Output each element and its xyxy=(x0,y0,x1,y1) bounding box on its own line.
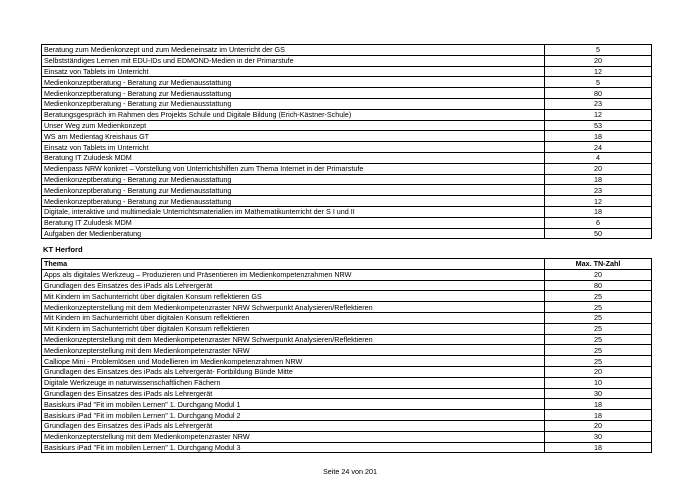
table-row xyxy=(42,185,652,196)
cell-thema: Grundlagen des Einsatzes des iPads als Lehrergerät xyxy=(42,280,545,291)
cell-max-tn: 18 xyxy=(545,206,652,217)
cell-thema: Calliope Mini - Problemlösen und Modellieren im Medienkompetenzrahmen NRW xyxy=(42,356,545,367)
table-row xyxy=(42,431,652,442)
cell-thema: Medienkonzeptberatung - Beratung zur Medienausstattung xyxy=(42,88,545,99)
table-row xyxy=(42,388,652,399)
table-row xyxy=(42,152,652,163)
table-row xyxy=(42,217,652,228)
cell-max-tn: 10 xyxy=(545,377,652,388)
cell-thema: Digitale Werkzeuge in naturwissenschaftlichen Fächern xyxy=(42,377,545,388)
cell-thema: Mit Kindern im Sachunterricht über digitalen Konsum reflektieren GS xyxy=(42,291,545,302)
cell-thema: Medienkonzepterstellung mit dem Medienkompetenzraster NRW Schwerpunkt Analysieren/Reflektieren xyxy=(42,334,545,345)
cell-thema: Medienkonzepterstellung mit dem Medienkompetenzraster NRW Schwerpunkt Analysieren/Reflektieren xyxy=(42,302,545,313)
cell-max-tn: 25 xyxy=(545,291,652,302)
table-row xyxy=(42,142,652,153)
table-row xyxy=(42,109,652,120)
table-row xyxy=(42,334,652,345)
cell-thema: Medienkonzeptberatung - Beratung zur Medienausstattung xyxy=(42,174,545,185)
table-row xyxy=(42,345,652,356)
table-row xyxy=(42,66,652,77)
cell-max-tn: 25 xyxy=(545,312,652,323)
table-row xyxy=(42,377,652,388)
cell-max-tn: 30 xyxy=(545,431,652,442)
cell-max-tn: 18 xyxy=(545,399,652,410)
table-row xyxy=(42,366,652,377)
cell-thema: Beratung zum Medienkonzept und zum Medieneinsatz im Unterricht der GS xyxy=(42,45,545,56)
cell-max-tn: 53 xyxy=(545,120,652,131)
cell-max-tn: 18 xyxy=(545,131,652,142)
table-row xyxy=(42,410,652,421)
table-row xyxy=(42,442,652,453)
cell-max-tn: 24 xyxy=(545,142,652,153)
table-row xyxy=(42,45,652,56)
table-row xyxy=(42,291,652,302)
cell-thema: Mit Kindern im Sachunterricht über digitalen Konsum reflektieren xyxy=(42,312,545,323)
cell-thema: Apps als digitales Werkzeug – Produzieren und Präsentieren im Medienkompetenzrahmen NRW xyxy=(42,269,545,280)
table-row xyxy=(42,228,652,239)
table-row xyxy=(42,98,652,109)
cell-max-tn: 12 xyxy=(545,196,652,207)
column-header-max-tn: Max. TN-Zahl xyxy=(545,259,652,270)
cell-thema: Medienkonzeptberatung - Beratung zur Medienausstattung xyxy=(42,196,545,207)
cell-thema: Einsatz von Tablets im Unterricht xyxy=(42,142,545,153)
cell-max-tn: 23 xyxy=(545,98,652,109)
cell-thema: Einsatz von Tablets im Unterricht xyxy=(42,66,545,77)
cell-thema: WS am Medientag Kreishaus GT xyxy=(42,131,545,142)
cell-max-tn: 18 xyxy=(545,410,652,421)
table-row xyxy=(42,399,652,410)
cell-thema: Unser Weg zum Medienkonzept xyxy=(42,120,545,131)
table-row xyxy=(42,312,652,323)
cell-max-tn: 20 xyxy=(545,420,652,431)
cell-max-tn: 50 xyxy=(545,228,652,239)
cell-thema: Basiskurs iPad "Fit im mobilen Lernen" 1. Durchgang Modul 1 xyxy=(42,399,545,410)
cell-max-tn: 25 xyxy=(545,323,652,334)
cell-thema: Medienpass NRW konkret – Vorstellung von Unterrichtshilfen zum Thema Internet in der Primarstufe xyxy=(42,163,545,174)
cell-thema: Medienkonzeptberatung - Beratung zur Medienausstattung xyxy=(42,185,545,196)
cell-max-tn: 5 xyxy=(545,77,652,88)
cell-max-tn: 80 xyxy=(545,280,652,291)
cell-thema: Grundlagen des Einsatzes des iPads als Lehrergerät xyxy=(42,420,545,431)
cell-thema: Medienkonzepterstellung mit dem Medienkompetenzraster NRW xyxy=(42,431,545,442)
cell-max-tn: 25 xyxy=(545,345,652,356)
table-header-row xyxy=(42,259,652,270)
table-row xyxy=(42,131,652,142)
cell-thema: Mit Kindern im Sachunterricht über digitalen Konsum reflektieren xyxy=(42,323,545,334)
cell-thema: Beratung IT Zuludesk MDM xyxy=(42,217,545,228)
cell-thema: Beratungsgespräch im Rahmen des Projekts Schule und Digitale Bildung (Erich-Kästner-Schule) xyxy=(42,109,545,120)
cell-max-tn: 25 xyxy=(545,356,652,367)
table-row xyxy=(42,196,652,207)
courses-table-kt-herford xyxy=(41,258,652,453)
cell-thema: Medienkonzeptberatung - Beratung zur Medienausstattung xyxy=(42,98,545,109)
cell-max-tn: 18 xyxy=(545,442,652,453)
table-row xyxy=(42,163,652,174)
cell-max-tn: 12 xyxy=(545,66,652,77)
cell-max-tn: 20 xyxy=(545,55,652,66)
cell-thema: Basiskurs iPad "Fit im mobilen Lernen" 1. Durchgang Modul 3 xyxy=(42,442,545,453)
table-row xyxy=(42,356,652,367)
cell-thema: Selbstständiges Lernen mit EDU-IDs und EDMOND-Medien in der Primarstufe xyxy=(42,55,545,66)
table-row xyxy=(42,77,652,88)
table-row xyxy=(42,206,652,217)
table-row xyxy=(42,269,652,280)
cell-thema: Grundlagen des Einsatzes des iPads als Lehrergerät- Fortbildung Bünde Mitte xyxy=(42,366,545,377)
cell-thema: Grundlagen des Einsatzes des iPads als Lehrergerät xyxy=(42,388,545,399)
cell-max-tn: 25 xyxy=(545,334,652,345)
cell-max-tn: 6 xyxy=(545,217,652,228)
section-title: KT Herford xyxy=(43,245,83,254)
cell-thema: Digitale, interaktive und multimediale Unterrichtsmaterialien im Mathematikunterricht der S I und II xyxy=(42,206,545,217)
cell-thema: Basiskurs iPad "Fit im mobilen Lernen" 1. Durchgang Modul 2 xyxy=(42,410,545,421)
cell-max-tn: 23 xyxy=(545,185,652,196)
table-row xyxy=(42,302,652,313)
cell-thema: Medienkonzeptberatung - Beratung zur Medienausstattung xyxy=(42,77,545,88)
table-row xyxy=(42,420,652,431)
column-header-thema: Thema xyxy=(42,259,545,270)
table-row xyxy=(42,174,652,185)
table-row xyxy=(42,280,652,291)
cell-max-tn: 30 xyxy=(545,388,652,399)
courses-table-previous-section xyxy=(41,44,652,239)
cell-max-tn: 20 xyxy=(545,366,652,377)
cell-thema: Beratung IT Zuludesk MDM xyxy=(42,152,545,163)
cell-max-tn: 18 xyxy=(545,174,652,185)
table-row xyxy=(42,120,652,131)
table-row xyxy=(42,323,652,334)
cell-max-tn: 5 xyxy=(545,45,652,56)
cell-max-tn: 80 xyxy=(545,88,652,99)
cell-max-tn: 20 xyxy=(545,269,652,280)
table-row xyxy=(42,55,652,66)
table-row xyxy=(42,88,652,99)
cell-max-tn: 4 xyxy=(545,152,652,163)
cell-max-tn: 20 xyxy=(545,163,652,174)
cell-thema: Medienkonzepterstellung mit dem Medienkompetenzraster NRW xyxy=(42,345,545,356)
cell-max-tn: 12 xyxy=(545,109,652,120)
cell-max-tn: 25 xyxy=(545,302,652,313)
page-number: Seite 24 von 201 xyxy=(323,467,377,476)
cell-thema: Aufgaben der Medienberatung xyxy=(42,228,545,239)
